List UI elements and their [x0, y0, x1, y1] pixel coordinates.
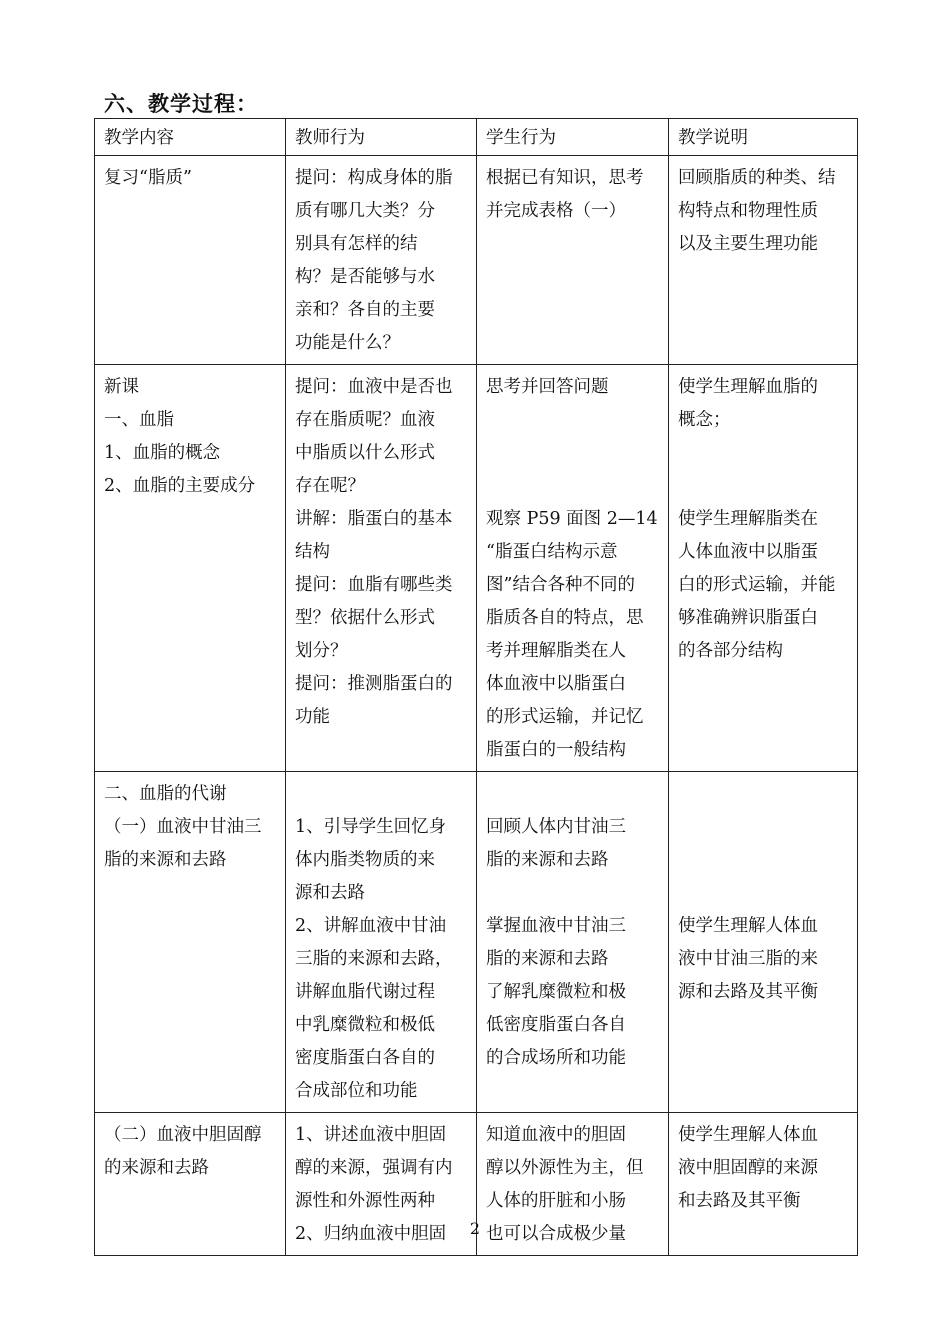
- cell-line: 知道血液中的胆固: [486, 1125, 626, 1145]
- cell-line: 脂的来源和去路: [486, 850, 609, 870]
- table-row: [95, 772, 858, 1113]
- cell-line: 体内脂类物质的来: [295, 850, 435, 870]
- cell-line: 源和去路及其平衡: [678, 982, 818, 1002]
- cell-content: [95, 365, 286, 772]
- cell-line: 功能: [295, 707, 330, 727]
- cell-content: [95, 772, 286, 1113]
- cell-line: 的合成场所和功能: [486, 1048, 626, 1068]
- cell-line: [678, 844, 850, 877]
- cell-line: 新课: [104, 377, 139, 397]
- cell-line: 提问：血脂有哪些类: [295, 575, 453, 595]
- cell-line: 概念；: [678, 410, 731, 430]
- cell-line: 回顾脂质的种类、结: [678, 168, 836, 188]
- cell-line: 一、血脂: [104, 410, 174, 430]
- cell-line: 1、讲述血液中胆固: [295, 1125, 447, 1145]
- cell-line: 也可以合成极少量: [486, 1224, 626, 1244]
- cell-line: 白的形式运输，并能: [678, 575, 836, 595]
- table-row: [95, 156, 858, 365]
- cell-line: 1、血脂的概念: [104, 443, 221, 463]
- cell-line: 划分？: [295, 641, 348, 661]
- cell-line: 思考并回答问题: [486, 377, 609, 397]
- cell-line: 构特点和物理性质: [678, 201, 818, 221]
- cell-line: [486, 470, 661, 503]
- cell-line: 2、讲解血液中甘油: [295, 916, 447, 936]
- cell-teacher: [286, 365, 477, 772]
- cell-line: 人体血液中以脂蛋: [678, 542, 818, 562]
- cell-line: 讲解血脂代谢过程: [295, 982, 435, 1002]
- cell-line: 提问：血液中是否也: [295, 377, 453, 397]
- cell-line: 的形式运输，并记忆: [486, 707, 644, 727]
- cell-line: 的各部分结构: [678, 641, 783, 661]
- column-header: 教师行为: [286, 119, 477, 156]
- cell-student: [477, 365, 669, 772]
- cell-line: 回顾人体内甘油三: [486, 817, 626, 837]
- cell-line: 质有哪几大类？分: [295, 201, 435, 221]
- cell-line: 别具有怎样的结: [295, 234, 418, 254]
- cell-line: 1、引导学生回忆身: [295, 817, 447, 837]
- cell-line: 体血液中以脂蛋白: [486, 674, 626, 694]
- cell-line: “脂蛋白结构示意: [486, 542, 618, 562]
- cell-line: 使学生理解人体血: [678, 916, 818, 936]
- cell-content: [95, 156, 286, 365]
- cell-line: 复习“脂质”: [104, 168, 192, 188]
- cell-teacher: [286, 156, 477, 365]
- cell-line: [486, 404, 661, 437]
- cell-line: 考并理解脂类在人: [486, 641, 626, 661]
- teaching-process-table: [94, 118, 858, 1256]
- cell-line: （二）血液中胆固醇: [104, 1125, 262, 1145]
- cell-note: [669, 365, 858, 772]
- cell-student: [477, 772, 669, 1113]
- cell-line: 的来源和去路: [104, 1158, 209, 1178]
- cell-line: [678, 811, 850, 844]
- cell-line: 存在脂质呢？血液: [295, 410, 435, 430]
- cell-line: 讲解：脂蛋白的基本: [295, 509, 453, 529]
- cell-line: 并完成表格（一）: [486, 201, 626, 221]
- section-heading: 六、教学过程：: [104, 92, 258, 116]
- cell-line: 和去路及其平衡: [678, 1191, 801, 1211]
- table-header-row: [95, 119, 858, 156]
- cell-line: 观察 P59 面图 2—14: [486, 509, 658, 529]
- column-header: 教学说明: [669, 119, 858, 156]
- cell-line: 掌握血液中甘油三: [486, 916, 626, 936]
- cell-line: [678, 877, 850, 910]
- cell-line: 亲和？各自的主要: [295, 300, 435, 320]
- cell-line: 源和去路: [295, 883, 365, 903]
- cell-line: 型？依据什么形式: [295, 608, 435, 628]
- cell-line: 够准确辨识脂蛋白: [678, 608, 818, 628]
- cell-line: 使学生理解人体血: [678, 1125, 818, 1145]
- cell-line: 合成部位和功能: [295, 1081, 418, 1101]
- cell-teacher: [286, 772, 477, 1113]
- cell-line: 构？是否能够与水: [295, 267, 435, 287]
- cell-line: 结构: [295, 542, 330, 562]
- cell-note: [669, 772, 858, 1113]
- cell-line: 提问：构成身体的脂: [295, 168, 453, 188]
- cell-line: 人体的肝脏和小肠: [486, 1191, 626, 1211]
- cell-note: [669, 156, 858, 365]
- cell-line: 功能是什么？: [295, 333, 400, 353]
- cell-line: 中脂质以什么形式: [295, 443, 435, 463]
- cell-line: 密度脂蛋白各自的: [295, 1048, 435, 1068]
- table-row: [95, 365, 858, 772]
- cell-line: 低密度脂蛋白各自: [486, 1015, 626, 1035]
- cell-line: [678, 470, 850, 503]
- cell-line: 根据已有知识，思考: [486, 168, 644, 188]
- cell-line: 三脂的来源和去路，: [295, 949, 453, 969]
- cell-line: 中乳糜微粒和极低: [295, 1015, 435, 1035]
- cell-line: （一）血液中甘油三: [104, 817, 262, 837]
- cell-line: [486, 778, 661, 811]
- page-number: 2: [469, 1219, 481, 1238]
- cell-line: 存在呢？: [295, 476, 365, 496]
- cell-line: [486, 437, 661, 470]
- cell-line: [678, 778, 850, 811]
- cell-line: 醇的来源，强调有内: [295, 1158, 453, 1178]
- cell-line: 提问：推测脂蛋白的: [295, 674, 453, 694]
- cell-line: 液中胆固醇的来源: [678, 1158, 818, 1178]
- cell-line: 源性和外源性两种: [295, 1191, 435, 1211]
- cell-line: 脂蛋白的一般结构: [486, 740, 626, 760]
- cell-line: 2、血脂的主要成分: [104, 476, 256, 496]
- cell-line: 以及主要生理功能: [678, 234, 818, 254]
- cell-line: [678, 437, 850, 470]
- cell-line: 2、归纳血液中胆固: [295, 1224, 447, 1244]
- cell-line: 脂的来源和去路: [104, 850, 227, 870]
- cell-line: 使学生理解血脂的: [678, 377, 818, 397]
- cell-line: 使学生理解脂类在: [678, 509, 818, 529]
- cell-line: [486, 877, 661, 910]
- cell-line: [295, 778, 469, 811]
- cell-line: 图”结合各种不同的: [486, 575, 635, 595]
- column-header: 学生行为: [477, 119, 669, 156]
- cell-line: 液中甘油三脂的来: [678, 949, 818, 969]
- cell-line: 了解乳糜微粒和极: [486, 982, 626, 1002]
- cell-line: 二、血脂的代谢: [104, 784, 227, 804]
- column-header: 教学内容: [95, 119, 286, 156]
- cell-line: 脂质各自的特点，思: [486, 608, 644, 628]
- cell-line: 醇以外源性为主，但: [486, 1158, 644, 1178]
- cell-line: 脂的来源和去路: [486, 949, 609, 969]
- cell-student: [477, 156, 669, 365]
